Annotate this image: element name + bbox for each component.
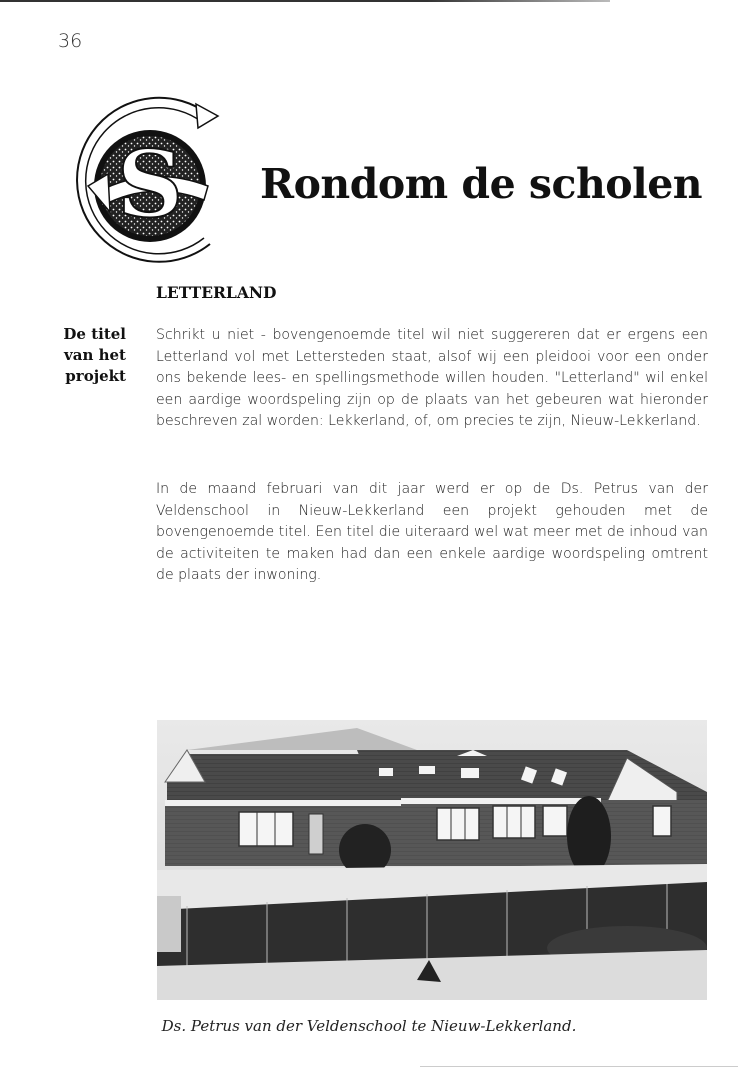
school-photo <box>157 720 707 1000</box>
side-label-line: projekt <box>65 367 126 385</box>
photo-caption: Ds. Petrus van der Veldenschool te Nieuw-Lekkerland. <box>161 1017 577 1035</box>
paragraph: Schrikt u niet - bovengenoemde titel wil niet suggereren dat er ergens een Letterland vol met Lettersteden staat, alsof wij een pleidooi voor een onder ons bekende lees- en spellingsmethode willen houden. "Letterland" wil enkel een aardige woordspeling zijn op de plaats van het gebeuren wat hieronder beschreven zal worden: Lekkerland, of, om precies te zijn, Nieuw-Lekkerland. <box>156 327 708 430</box>
page-title: Rondom de scholen <box>260 160 703 208</box>
svg-text:S: S <box>116 130 184 238</box>
bottom-rule <box>420 1066 738 1067</box>
top-rule <box>0 0 610 2</box>
side-label <box>63 324 126 387</box>
side-label-line: van het <box>64 346 126 364</box>
paragraph: In de maand februari van dit jaar werd er op de Ds. Petrus van der Veldenschool in Nieuw-Lekkerland een projekt gehouden met de bovengenoemde titel. Een titel die uiteraard wel wat meer met de inhoud van de activiteiten te maken had dan een enkele aardige woordspeling omtrent de plaats der inwoning. <box>156 481 708 584</box>
side-label-line: De titel <box>63 325 126 343</box>
section-title: LETTERLAND <box>156 283 277 302</box>
school-s-emblem-icon <box>58 94 233 274</box>
page-number: 36 <box>58 30 83 52</box>
